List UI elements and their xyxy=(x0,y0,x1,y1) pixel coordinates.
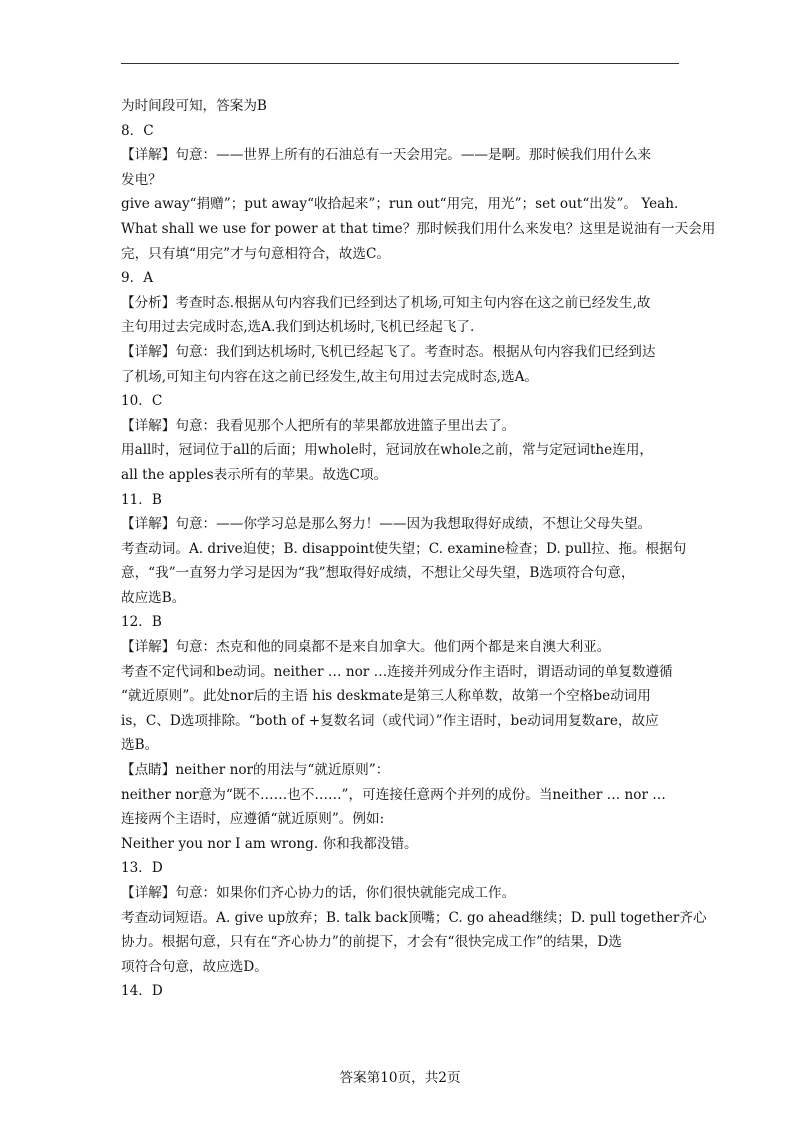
text-line: 【点睛】neither nor的用法与“就近原则”： xyxy=(121,762,390,779)
answer-content xyxy=(121,94,716,1004)
text-line: 【详解】句意：——世界上所有的石油总有一天会用完。——是啊。那时候我们用什么来 xyxy=(121,147,652,164)
text-line: 了机场,可知主句内容在这之前已经发生,故主句用过去完成时态,选A。 xyxy=(121,368,538,385)
text-line: is，C、D选项排除。“both of +复数名词（或代词）”作主语时，be动词用复数are，故应 xyxy=(121,712,659,729)
text-line: give away“捐赠”；put away“收拾起来”；run out“用完，用光”；set out“出发”。 Yeah. xyxy=(121,196,679,213)
text-line: 【分析】考查时态.根据从句内容我们已经到达了机场,可知主句内容在这之前已经发生,故 xyxy=(121,294,651,311)
question-number: 8．C xyxy=(121,122,154,139)
text-line: all the apples表示所有的苹果。故选C项。 xyxy=(121,466,388,483)
text-line: 故应选B。 xyxy=(121,589,186,606)
question-number: 12．B xyxy=(121,614,162,631)
text-line: 主句用过去完成时态,选A.我们到达机场时,飞机已经起飞了. xyxy=(121,319,475,336)
text-line: 【详解】句意：如果你们齐心协力的话，你们很快就能完成工作。 xyxy=(121,885,516,901)
text-line: “就近原则”。此处nor后的主语 his deskmate是第三人称单数，故第一个空格be动词用 xyxy=(121,688,651,705)
text-line: 考查动词短语。A. give up放弃；B. talk back顶嘴；C. go ahead继续；D. pull together齐心 xyxy=(121,909,707,926)
text-line: 选B。 xyxy=(121,737,159,754)
page-footer: 答案第10页，共2页 xyxy=(339,1070,461,1086)
header-rule xyxy=(121,63,679,64)
text-line: 发电？ xyxy=(121,171,162,188)
text-line: 【详解】句意：杰克和他的同桌都不是来自加拿大。他们两个都是来自澳大利亚。 xyxy=(121,639,611,656)
text-line: What shall we use for power at that time？那时候我们用什么来发电？这里是说油有一天会用 xyxy=(121,220,716,237)
text-line: 考查不定代词和be动词。neither … nor …连接并列成分作主语时，谓语动词的单复数遵循 xyxy=(121,663,673,680)
text-line: 意，“我”一直努力学习是因为“我”想取得好成绩，不想让父母失望，B选项符合句意， xyxy=(121,565,635,582)
question-number: 13．D xyxy=(121,860,163,877)
text-line: 【详解】句意：我看见那个人把所有的苹果都放进篮子里出去了。 xyxy=(121,417,516,434)
text-line: 考查动词。A. drive迫使；B. disappoint使失望；C. examine检查；D. pull拉、拖。根据句 xyxy=(121,540,687,557)
text-line: 连接两个主语时，应遵循“就近原则”。例如: xyxy=(121,811,385,828)
text-line: 【详解】句意：——你学习总是那么努力！——因为我想取得好成绩，不想让父母失望。 xyxy=(121,516,652,533)
question-number: 14．D xyxy=(121,983,163,1000)
question-number: 10．C xyxy=(121,393,163,410)
text-line: Neither you nor I am wrong. 你和我都没错。 xyxy=(121,835,418,852)
text-line: 【详解】句意：我们到达机场时,飞机已经起飞了。考查时态。根据从句内容我们已经到达 xyxy=(121,343,656,360)
text-line: neither nor意为“既不……也不……”，可连接任意两个并列的成份。当neither … nor … xyxy=(121,786,666,803)
text-line: 协力。根据句意，只有在“齐心协力”的前提下，才会有“很快完成工作”的结果，D选 xyxy=(121,934,622,951)
question-number: 9．A xyxy=(121,270,154,287)
text-line: 完，只有填“用完”才与句意相符合，故选C。 xyxy=(121,245,390,262)
text-line: 用all时，冠词位于all的后面；用whole时，冠词放在whole之前，常与定冠词the连用， xyxy=(121,442,654,459)
text-line: 为时间段可知，答案为B xyxy=(121,98,267,114)
question-number: 11．B xyxy=(121,491,162,508)
text-line: 项符合句意，故应选D。 xyxy=(121,958,268,975)
